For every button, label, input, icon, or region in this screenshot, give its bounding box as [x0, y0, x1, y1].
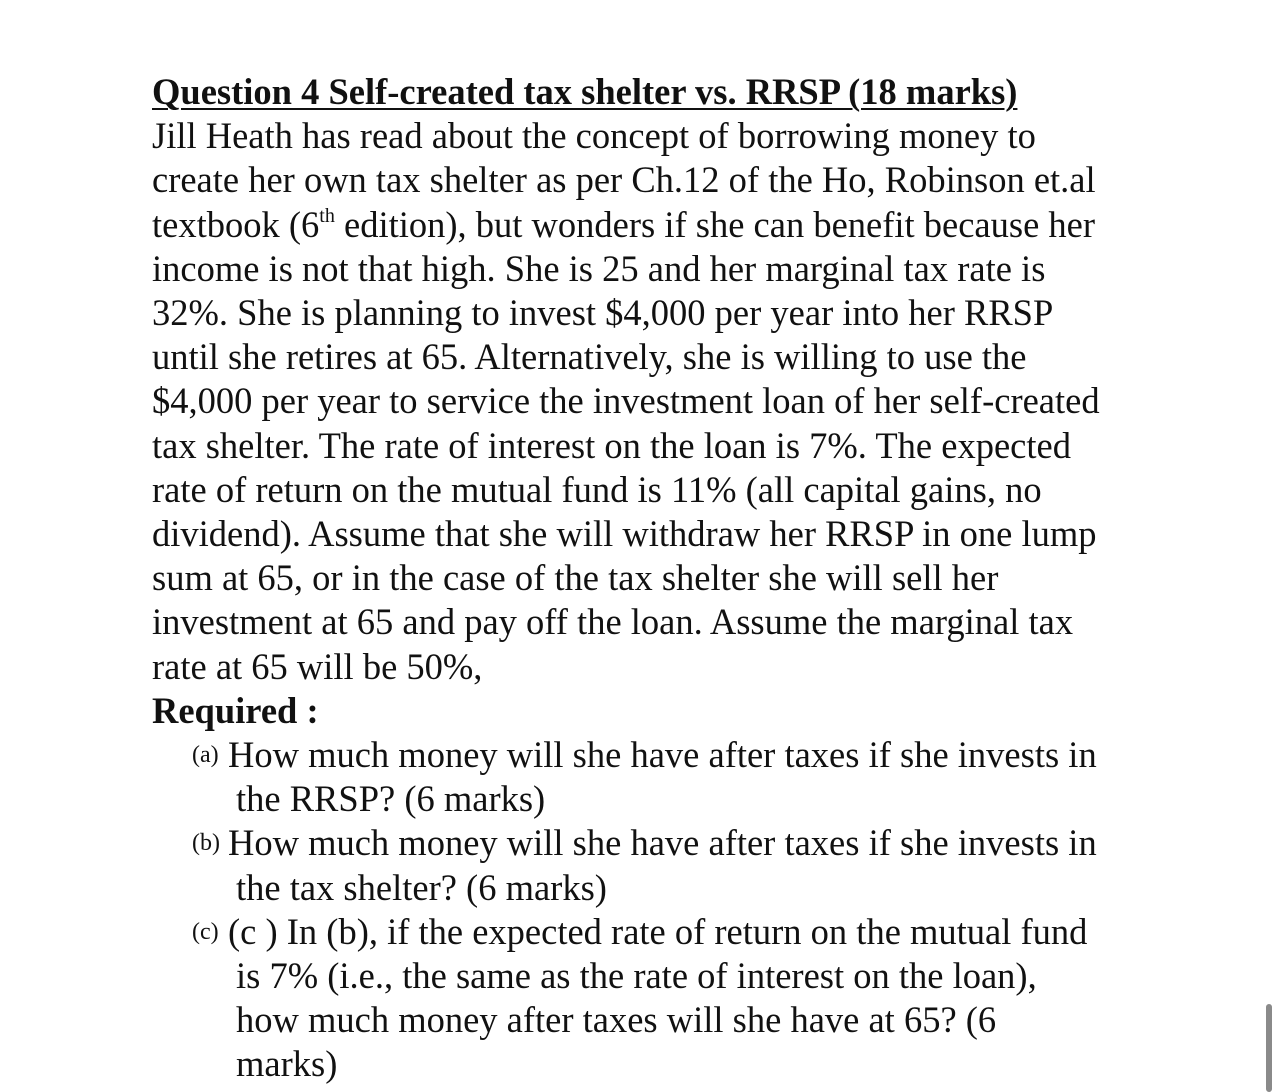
- paragraph-line: income is not that high. She is 25 and her marginal tax rate is: [152, 247, 1046, 289]
- paragraph-line: Jill Heath has read about the concept of borrowing money to: [152, 115, 1036, 157]
- item-line: is 7% (i.e., the same as the rate of interest on the loan),: [236, 955, 1037, 997]
- item-line: the tax shelter? (6 marks): [236, 866, 607, 908]
- question-title: Question 4 Self-created tax shelter vs. RRSP (18 marks): [152, 71, 1018, 112]
- item-line: the RRSP? (6 marks): [236, 778, 546, 820]
- paragraph-line: tax shelter. The rate of interest on the loan is 7%. The expected: [152, 424, 1071, 466]
- item-line: (c ) In (b), if the expected rate of return on the mutual fund: [228, 910, 1088, 952]
- paragraph-line-rest: edition), but wonders if she can benefit because her: [344, 203, 1096, 245]
- paragraph-line: dividend). Assume that she will withdraw her RRSP in one lump: [152, 513, 1097, 555]
- required-item-c: [152, 910, 1152, 1087]
- item-marker: (b): [192, 830, 220, 857]
- question-paragraph: [152, 114, 1152, 689]
- required-heading: Required :: [152, 689, 319, 731]
- item-line: marks): [236, 1043, 338, 1085]
- paragraph-line: $4,000 per year to service the investment loan of her self-created: [152, 380, 1100, 422]
- item-marker: (a): [192, 742, 219, 769]
- required-item-a: [152, 733, 1152, 821]
- item-line: How much money will she have after taxes if she invests in: [228, 822, 1097, 864]
- paragraph-line: 32%. She is planning to invest $4,000 per year into her RRSP: [152, 292, 1054, 334]
- required-item-b: [152, 821, 1152, 909]
- vertical-scrollbar[interactable]: [1266, 1004, 1272, 1092]
- paragraph-line: rate at 65 will be 50%,: [152, 645, 483, 687]
- item-marker: (c): [192, 918, 219, 945]
- paragraph-line: sum at 65, or in the case of the tax shelter she will sell her: [152, 557, 999, 599]
- paragraph-line: until she retires at 65. Alternatively, she is willing to use the: [152, 336, 1027, 378]
- paragraph-line-prefix: textbook (6: [152, 203, 320, 245]
- required-items-list: [152, 733, 1152, 1087]
- ordinal-superscript: th: [319, 204, 335, 227]
- item-line: how much money after taxes will she have at 65? (6: [236, 999, 997, 1041]
- paragraph-line: [152, 203, 1152, 247]
- item-line: How much money will she have after taxes if she invests in: [228, 734, 1097, 776]
- paragraph-line: investment at 65 and pay off the loan. Assume the marginal tax: [152, 601, 1074, 643]
- paragraph-line: rate of return on the mutual fund is 11% (all capital gains, no: [152, 468, 1042, 510]
- paragraph-line: create her own tax shelter as per Ch.12 of the Ho, Robinson et.al: [152, 159, 1096, 201]
- question-document: [152, 70, 1152, 1087]
